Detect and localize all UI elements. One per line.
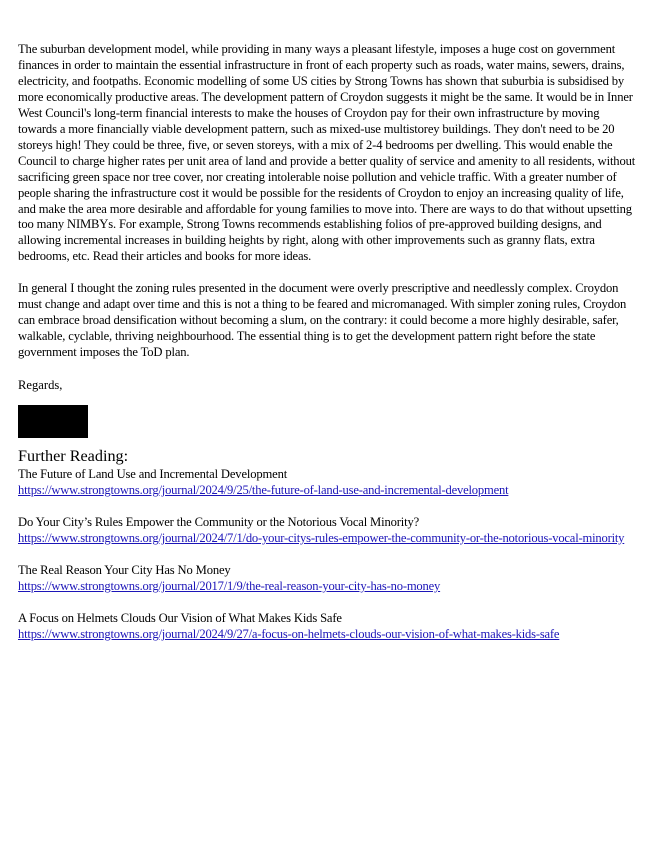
further-reading-heading: Further Reading:: [18, 447, 129, 466]
further-reading-title: The Real Reason Your City Has No Money: [18, 563, 231, 578]
further-reading-link[interactable]: https://www.strongtowns.org/journal/2024/7/1/do-your-citys-rules-empower-the-community-or-the-notorious-vocal-minority: [18, 531, 625, 546]
further-reading-item: [18, 562, 640, 594]
further-reading-title: The Future of Land Use and Incremental Development: [18, 467, 288, 482]
further-reading-item: [18, 514, 640, 546]
document-page: [18, 42, 640, 658]
further-reading-item: [18, 610, 640, 642]
further-reading-link[interactable]: https://www.strongtowns.org/journal/2024/9/27/a-focus-on-helmets-clouds-our-vision-of-what-makes-kids-safe: [18, 627, 560, 642]
further-reading-item: [18, 466, 640, 498]
redacted-signature-block: [18, 405, 88, 438]
further-reading-link[interactable]: https://www.strongtowns.org/journal/2024/9/25/the-future-of-land-use-and-incremental-development: [18, 483, 509, 498]
further-reading-title: Do Your City’s Rules Empower the Community or the Notorious Vocal Minority?: [18, 515, 420, 530]
further-reading-link[interactable]: https://www.strongtowns.org/journal/2017/1/9/the-real-reason-your-city-has-no-money: [18, 579, 441, 594]
further-reading-title: A Focus on Helmets Clouds Our Vision of What Makes Kids Safe: [18, 611, 342, 626]
closing-salutation: Regards,: [18, 378, 63, 393]
body-paragraph-suburban-model: The suburban development model, while providing in many ways a pleasant lifestyle, imposes a huge cost on government finances in order to maintain the essential infrastructure in front of each property such as roads, water mains, sewers, drains, electricity, and footpaths. Economic modelling of some US cities by Strong Towns has shown that suburbia is subsidised by more economically productive areas. The development pattern of Croydon suggests it might be the same. It would be in Inner West Council's long-term financial interests to make the houses of Croydon pay for their own infrastructure by moving towards a more financially viable development pattern, such as mixed-use multistorey buildings. They don't need to be 20 storeys high! They could be three, five, or seven storeys, with a mix of 2-4 bedrooms per dwelling. This would enable the Council to charge higher rates per unit area of land and provide a better quality of service and amenity to all residents, without sacrificing green space nor tree cover, nor creating intolerable noise pollution and vehicle traffic. With a greater number of people sharing the infrastructure cost it would be possible for the residents of Croydon to enjoy an increasing quality of life, and make the area more desirable and affordable for young families to move into. There are ways to do that without upsetting too many NIMBYs. For example, Strong Towns recommends establishing folios of pre-approved building designs, and allowing incremental increases in building heights by right, along with other improvements such as granny flats, extra bedrooms, etc. Read their articles and books for more ideas.: [18, 42, 636, 264]
body-paragraph-zoning-rules: In general I thought the zoning rules presented in the document were overly prescriptive and needlessly complex. Croydon must change and adapt over time and this is not a thing to be feared and micromanaged. With simpler zoning rules, Croydon can embrace broad densification without becoming a slum, on the contrary: it could become a more highly desirable, safer, walkable, cyclable, thriving neighbourhood. The essential thing is to get the development pattern right before the state government imposes the ToD plan.: [18, 281, 627, 360]
